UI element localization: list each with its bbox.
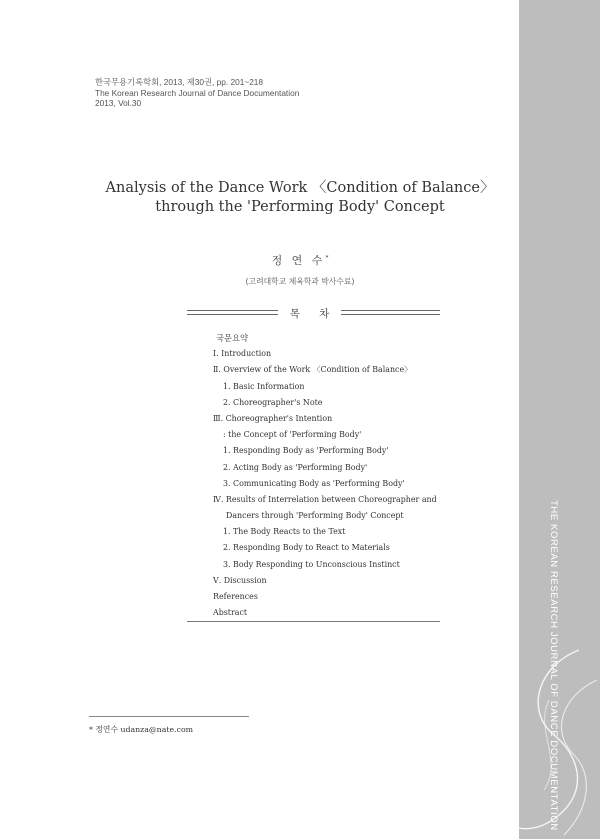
toc-item: 1. The Body Reacts to the Text (223, 527, 346, 537)
toc-bottom-rule (187, 621, 440, 622)
toc-heading (187, 306, 440, 320)
toc-item: References (213, 592, 258, 601)
side-band (519, 0, 600, 839)
decorative-swirl-icon (519, 640, 600, 839)
toc-item: Ⅴ. Discussion (213, 575, 267, 585)
toc-item: 3. Communicating Body as 'Performing Body' (223, 478, 405, 488)
toc-item: Dancers through 'Performing Body' Concept (226, 511, 404, 521)
toc-item: Ⅱ. Overview of the Work 〈Condition of Balance〉 (213, 365, 412, 375)
paper-title-line-1: Analysis of the Dance Work 〈Condition of Balance〉 (105, 180, 495, 196)
toc-item: : the Concept of 'Performing Body' (223, 430, 362, 440)
author-name-text: 정 연 수 (271, 254, 326, 267)
toc-heading-text: 목 차 (289, 308, 338, 320)
toc-item: 3. Body Responding to Unconscious Instinct (223, 559, 400, 569)
toc-item: Ⅰ. Introduction (213, 349, 272, 359)
toc-item: 국문요약 (216, 333, 249, 343)
paper-title-line-2: through the 'Performing Body' Concept (155, 199, 445, 215)
toc-item: 2. Acting Body as 'Performing Body' (223, 462, 368, 472)
toc-item: 2. Choreographer's Note (223, 397, 323, 407)
author-name (200, 252, 400, 268)
journal-vertical-title: THE KOREAN RESEARCH JOURNAL OF DANCE DOCUMENTATION (548, 500, 559, 831)
header-line-2: The Korean Research Journal of Dance Documentation (95, 87, 300, 98)
header-line-3: 2013, Vol.30 (95, 98, 142, 108)
author-affiliation: (고려대학교 체육학과 박사수료) (245, 277, 355, 286)
toc-item: 1. Responding Body as 'Performing Body' (223, 446, 389, 456)
toc-item: Abstract (213, 608, 248, 618)
toc-heading-rule-right (341, 310, 440, 315)
toc-item: Ⅳ. Results of Interrelation between Choreographer and (213, 494, 437, 504)
header-line-1: 한국무용기록학회, 2013, 제30권, pp. 201~218 (95, 77, 264, 87)
toc-heading-rule-left (187, 310, 278, 315)
journal-header (95, 77, 299, 109)
footnote-rule (89, 716, 249, 717)
author-footnote-mark: * (325, 254, 329, 262)
toc-item: 2. Responding Body to React to Materials (223, 543, 390, 553)
table-of-contents (213, 330, 437, 621)
footnote: * 정연수 udanza@nate.com (89, 725, 194, 734)
toc-item: Ⅲ. Choreographer's Intention (213, 413, 333, 423)
toc-item: 1. Basic Information (223, 381, 305, 391)
